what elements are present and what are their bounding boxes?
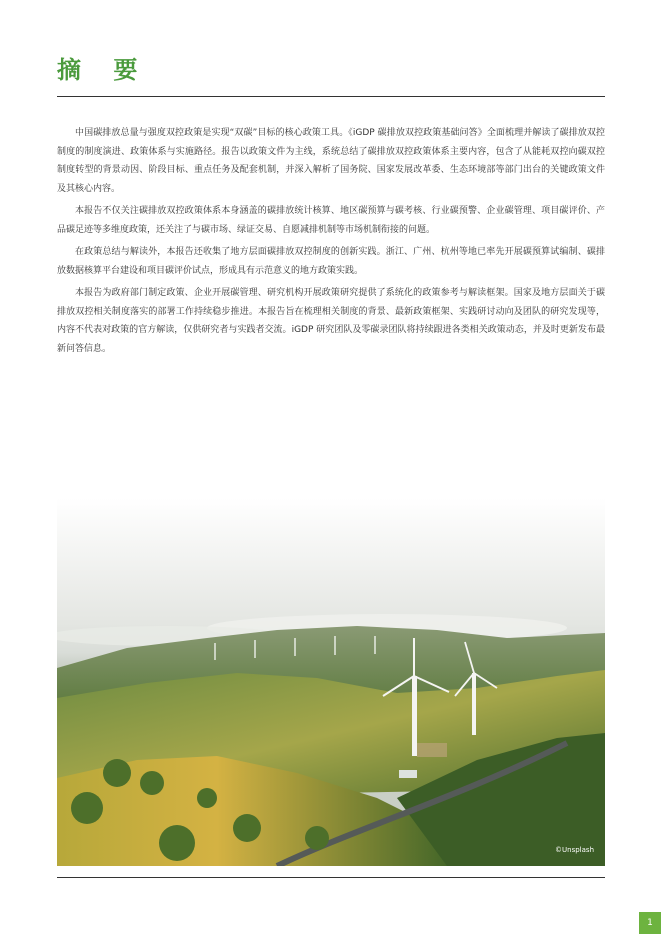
wind-farm-photo — [57, 498, 605, 866]
bottom-divider — [57, 877, 605, 878]
page-number-badge: 1 — [639, 912, 661, 934]
paragraph-3: 在政策总结与解读外，本报告还收集了地方层面碳排放双控制度的创新实践。浙江、广州、杭州等地已率先开展碳预算试编制、碳排放数据核算平台建设和项目碳评价试点，形成具有示范意义的地方政策实践。 — [57, 247, 605, 276]
landscape-illustration — [57, 498, 605, 866]
abstract-body — [57, 124, 605, 362]
page-title: 摘 要 — [57, 56, 150, 84]
paragraph-2: 本报告不仅关注碳排放双控政策体系本身涵盖的碳排放统计核算、地区碳预算与碳考核、行业碳预警、企业碳管理、项目碳评价、产品碳足迹等多维度政策，还关注了与碳市场、绿证交易、自愿减排机制等市场机制衔接的问题。 — [57, 206, 605, 235]
paragraph-1: 中国碳排放总量与强度双控政策是实现“双碳”目标的核心政策工具。《iGDP 碳排放双控政策基础问答》全面梳理并解读了碳排放双控制度的制度演进、政策体系与实施路径。报告以政策文件为主线，系统总结了碳排放双控政策体系主要内容，包含了从能耗双控向碳双控制度转型的背景动因、阶段目标、重点任务及配套机制，并深入解析了国务院、国家发展改革委、生态环境部等部门出台的关键政策文件及其核心内容。 — [57, 128, 605, 194]
paragraph-4: 本报告为政府部门制定政策、企业开展碳管理、研究机构开展政策研究提供了系统化的政策参考与解读框架。国家及地方层面关于碳排放双控相关制度落实的部署工作持续稳步推进。本报告旨在梳理相关制度的背景、最新政策框架、实践研讨动向及团队的研究发现等，内容不代表对政策的官方解读，仅供研究者与实践者交流。iGDP 研究团队及零碳录团队将持续跟进各类相关政策动态，并及时更新发布最新问答信息。 — [57, 288, 605, 354]
top-divider — [57, 96, 605, 97]
photo-credit: ©Unsplash — [555, 846, 594, 854]
